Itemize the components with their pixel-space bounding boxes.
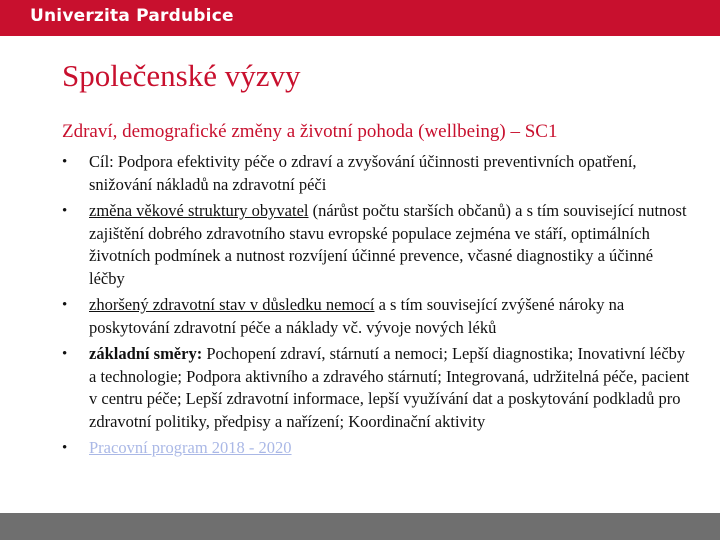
page-subtitle: Zdraví, demografické změny a životní pohoda (wellbeing) – SC1 [62, 121, 558, 142]
bullet-underlined-text: změna věkové struktury obyvatel [89, 201, 309, 220]
bullet-dot-icon: • [62, 297, 68, 313]
bullet-item [62, 151, 692, 196]
page-title: Společenské výzvy [62, 58, 301, 93]
work-programme-link[interactable]: Pracovní program 2018 - 2020 [89, 438, 292, 457]
bullet-item [62, 343, 692, 433]
bullet-dot-icon: • [62, 154, 68, 170]
bullet-item [62, 437, 692, 460]
bullet-text: Pochopení zdraví, stárnutí a nemoci; Lepší diagnostika; Inovativní léčby a technologie; Podpora aktivního a zdravého stárnutí; Integrovaná, udržitelná péče, pacient v centru péče; Lepší zdravotní informace, lepší využívání dat a poskytování podkladů pro zdravotní politiky, předpisy a nařízení; Koordinační aktivity [89, 344, 690, 431]
bullet-dot-icon: • [62, 203, 68, 219]
bullet-list [62, 151, 692, 464]
bullet-item [62, 200, 692, 290]
bullet-text: a s tím související zvýšené nároky na poskytování zdravotní péče a náklady vč. vývoje nových léků [89, 295, 625, 337]
bullet-item [62, 294, 692, 339]
bullet-dot-icon: • [62, 346, 68, 362]
university-logo: Univerzita Pardubice [30, 6, 234, 26]
bullet-text: Cíl: Podpora efektivity péče o zdraví a zvyšování účinnosti preventivních opatření, snižování nákladů na zdravotní péči [89, 152, 637, 194]
bullet-dot-icon: • [62, 440, 68, 456]
header-bar [0, 0, 720, 36]
bullet-bold-text: základní směry: [89, 344, 203, 363]
footer-bar [0, 513, 720, 540]
bullet-underlined-text: zhoršený zdravotní stav v důsledku nemocí [89, 295, 375, 314]
bullet-text: (nárůst počtu starších občanů) a s tím související nutnost zajištění dobrého zdravotního stavu evropské populace zejména ve stáří, optimálních životních podmínek a nutnost rozvíjení účinné prevence, včasné diagnostiky a účinné léčby [89, 201, 687, 288]
